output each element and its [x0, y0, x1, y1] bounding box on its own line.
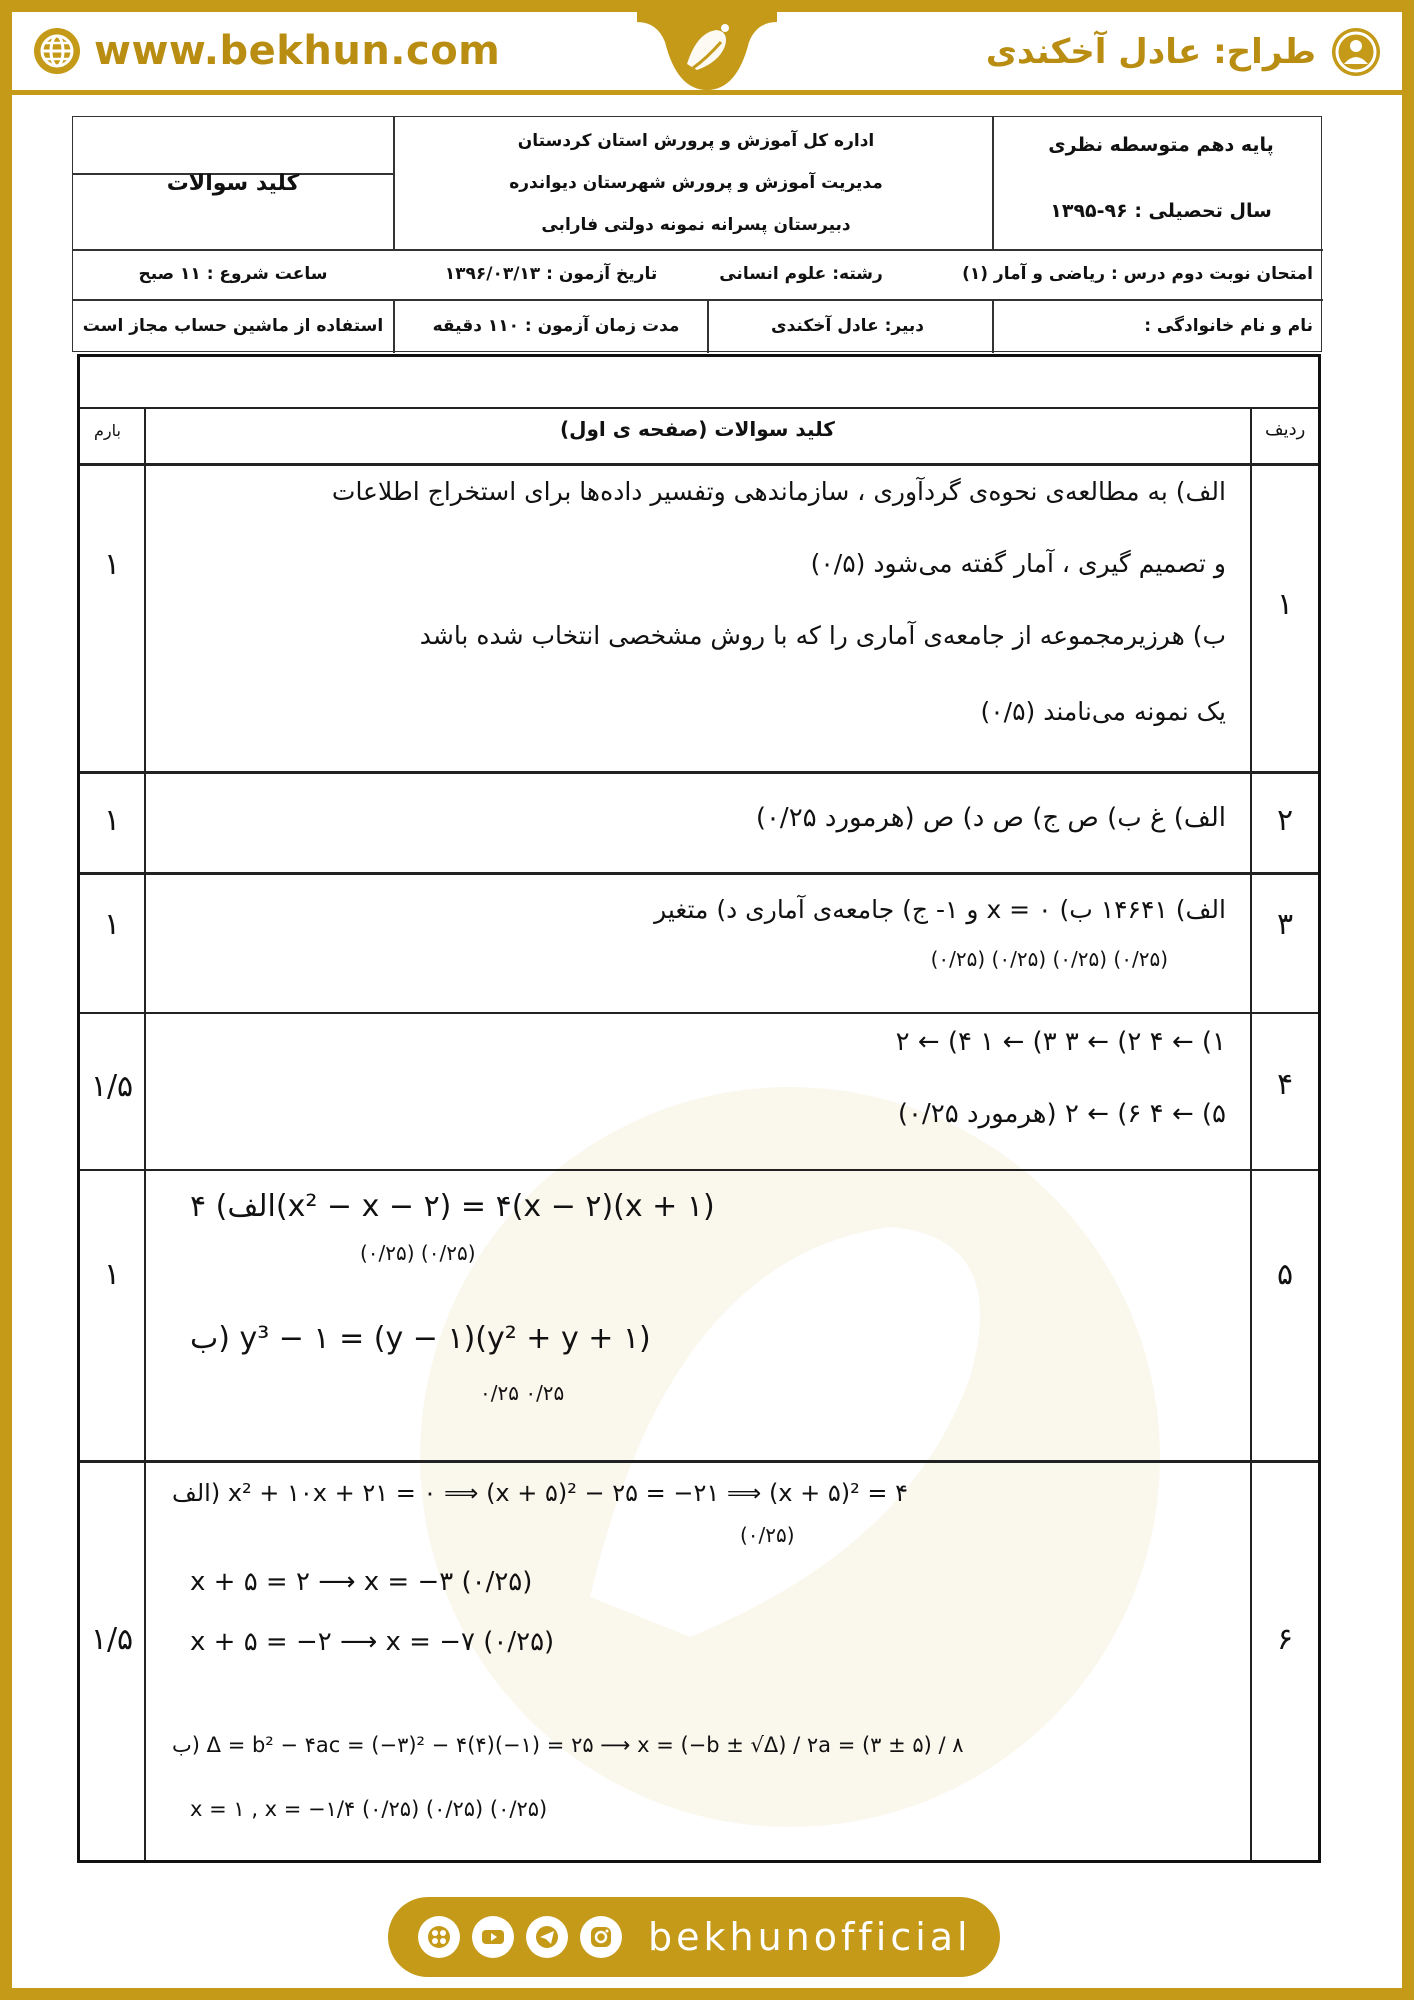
row-number: ۵: [1276, 1257, 1294, 1292]
column-row-header: ردیف: [1265, 419, 1306, 440]
bekhun-logo: [637, 12, 777, 90]
website-url[interactable]: www.bekhun.com: [94, 28, 501, 74]
social-icon-4[interactable]: [580, 1916, 622, 1958]
social-icon-3[interactable]: [526, 1916, 568, 1958]
answer-line: x + ۵ = −۲ ⟶ x = −۷ (۰/۲۵): [190, 1627, 555, 1657]
org-line-3: دبیرستان پسرانه نمونه دولتی فارابی: [541, 215, 851, 235]
answer-line: الف) ۴(x² − x − ۲) = ۴(x − ۲)(x + ۱): [190, 1189, 715, 1224]
answer-line: x + ۵ = ۲ ⟶ x = −۳ (۰/۲۵): [190, 1567, 533, 1597]
org-line-1: اداره کل آموزش و پرورش استان کردستان: [517, 131, 875, 151]
row-score: ۱: [103, 547, 121, 582]
answer-line: ب) y³ − ۱ = (y − ۱)(y² + y + ۱): [190, 1321, 651, 1356]
social-icon-1[interactable]: [418, 1916, 460, 1958]
row-score: ۱/۵: [90, 1622, 134, 1657]
column-score-header: بارم: [94, 421, 121, 440]
top-divider: [12, 90, 1402, 95]
grade: پایه دهم متوسطه نظری: [1048, 134, 1274, 156]
social-icon-2[interactable]: [472, 1916, 514, 1958]
org-line-2: مدیریت آموزش و پرورش شهرستان دیواندره: [509, 173, 883, 193]
exam-header: [72, 116, 1322, 352]
answer-line: ۱) ← ۴ ۲) ← ۳ ۳) ← ۱ ۴) ← ۲: [895, 1027, 1226, 1057]
answer-line: (۰/۲۵) (۰/۲۵): [360, 1241, 476, 1265]
answer-line: ۰/۲۵ ۰/۲۵: [480, 1381, 565, 1405]
globe-icon: [32, 26, 82, 76]
top-bar: [12, 12, 1402, 92]
row-score: ۱/۵: [90, 1069, 134, 1104]
exam-date: تاریخ آزمون : ۱۳۹۶/۰۳/۱۳: [444, 264, 658, 284]
start-time: ساعت شروع : ۱۱ صبح: [138, 264, 328, 284]
row-number: ۶: [1276, 1622, 1294, 1657]
row-score: ۱: [103, 907, 121, 942]
answer-table: [77, 354, 1321, 1863]
student-name-label: نام و نام خانوادگی :: [1144, 316, 1313, 336]
answer-line: x = ۱ , x = −۱/۴ (۰/۲۵) (۰/۲۵) (۰/۲۵): [190, 1797, 548, 1821]
designer-name: طراح: عادل آخکندی: [985, 32, 1316, 72]
row-number: ۱: [1276, 587, 1294, 622]
youtube-icon: [480, 1924, 506, 1950]
answer-line: ب) هرزیرمجموعه از جامعه‌ی آماری را که با روش مشخصی انتخاب شده باشد: [419, 621, 1226, 650]
answer-line: ب) Δ = b² − ۴ac = (−۳)² − ۴(۴)(−۱) = ۲۵ ⟶ x = (−b ± √Δ) / ۲a = (۳ ± ۵) / ۸: [172, 1733, 964, 1757]
academic-year: سال تحصیلی : ۹۶-۱۳۹۵: [1050, 200, 1272, 222]
exam-subject: امتحان نوبت دوم درس : ریاضی و آمار (۱): [962, 264, 1313, 284]
answer-line: (۰/۲۵) (۰/۲۵) (۰/۲۵) (۰/۲۵): [930, 947, 1168, 971]
exam-duration: مدت زمان آزمون : ۱۱۰ دقیقه: [432, 316, 680, 336]
answer-line: الف) ۱۴۶۴۱ ب) x = ۰ و ۱- ج) جامعه‌ی آماری د) متغیر: [654, 895, 1226, 924]
calculator-note: استفاده از ماشین حساب مجاز است: [82, 316, 384, 336]
answer-key-title: کلید سوالات: [166, 170, 300, 196]
aparat-icon: [426, 1924, 452, 1950]
row-number: ۴: [1276, 1067, 1294, 1102]
designer-credit: [986, 26, 1382, 78]
row-score: ۱: [103, 1257, 121, 1292]
logo-emblem-icon: [637, 12, 777, 90]
answer-line: الف) به مطالعه‌ی نحوه‌ی گردآوری ، سازماندهی وتفسیر داده‌ها برای استخراج اطلاعات: [331, 477, 1226, 506]
social-footer[interactable]: [388, 1897, 1000, 1977]
instagram-icon: [588, 1924, 614, 1950]
row-number: ۲: [1276, 803, 1294, 838]
row-score: ۱: [103, 803, 121, 838]
answer-line: ۵) ← ۴ ۶) ← ۲ (هرمورد ۰/۲۵): [897, 1099, 1226, 1129]
website-link[interactable]: [32, 26, 500, 76]
social-handle[interactable]: bekhunofficial: [648, 1915, 972, 1959]
field-of-study: رشته: علوم انسانی: [719, 264, 883, 284]
answer-line: یک نمونه می‌نامند (۰/۵): [980, 697, 1226, 726]
answer-line: (۰/۲۵): [740, 1523, 795, 1547]
teacher-name: دبیر: عادل آخکندی: [770, 316, 925, 336]
column-title-header: کلید سوالات (صفحه ی اول): [560, 417, 835, 441]
row-number: ۳: [1276, 907, 1294, 942]
answer-line: و تصمیم گیری ، آمار گفته می‌شود (۰/۵): [810, 549, 1226, 578]
telegram-icon: [534, 1924, 560, 1950]
answer-line: الف) غ ب) ص ج) ص د) ص (هرمورد ۰/۲۵): [755, 803, 1226, 833]
answer-line: الف) x² + ۱۰x + ۲۱ = ۰ ⟹ (x + ۵)² − ۲۵ = −۲۱ ⟹ (x + ۵)² = ۴: [172, 1479, 909, 1507]
user-icon: [1330, 26, 1382, 78]
